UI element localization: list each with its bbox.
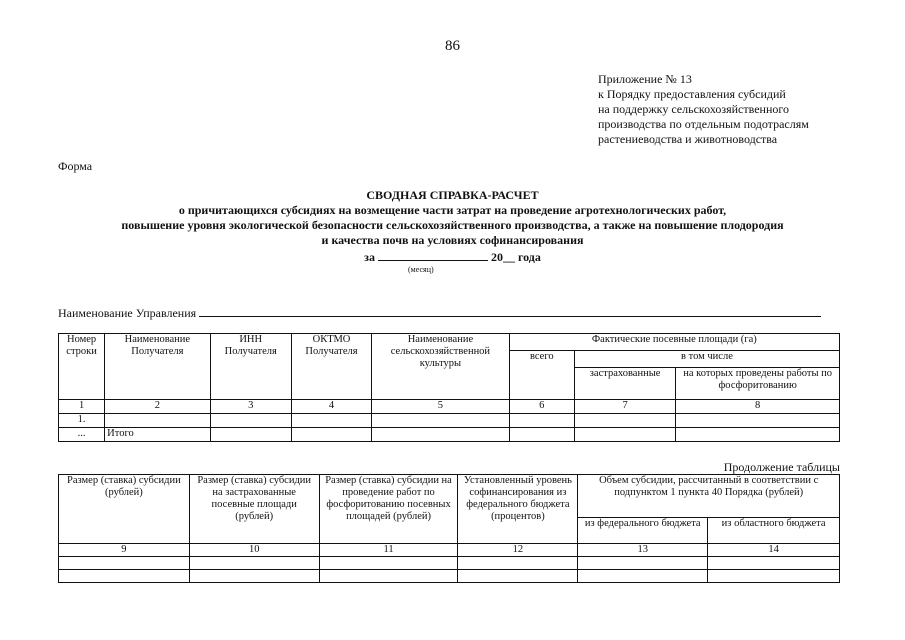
col-number: 1 [59,400,105,414]
header-cofinancing-level: Установленный уровень софинансирования из федерального бюджета (процентов) [458,475,578,544]
col-number: 5 [372,400,510,414]
table-row [59,414,840,428]
period-prefix: за [364,250,375,264]
title-line: повышение уровня экологической безопасности сельскохозяйственного производства, а также на повышение плодородия [121,218,784,232]
header-total: всего [509,351,574,400]
header-insured-rate: Размер (ставка) субсидии на застрахованные посевные площади (рублей) [189,475,319,544]
row-cell[interactable] [189,570,319,583]
main-table [58,333,840,442]
row-number: ... [59,428,105,442]
header-phosphorite: на которых проведены работы по фосфоритованию [676,368,840,400]
header-recipient-name: Наименование Получателя [105,334,210,400]
month-hint: (месяц) [408,265,434,274]
header-actual-area: Фактические посевные площади (га) [509,334,839,351]
row-cell[interactable] [458,557,578,570]
appendix-line: на поддержку сельскохозяйственного [598,102,790,116]
continuation-label: Продолжение таблицы [723,460,840,474]
period-row [0,248,905,265]
appendix-line: растениеводства и животноводства [598,132,778,146]
row-cell[interactable] [708,557,840,570]
row-cell[interactable] [189,557,319,570]
row-cell[interactable] [59,570,190,583]
appendix-line: Приложение № 13 [598,72,692,86]
row-cell[interactable] [574,414,675,428]
table-row [59,557,840,570]
col-number: 6 [509,400,574,414]
table-row [59,570,840,583]
row-cell[interactable] [574,428,675,442]
row-cell[interactable] [291,428,371,442]
row-cell[interactable] [319,570,458,583]
col-number: 11 [319,544,458,557]
col-number: 4 [291,400,371,414]
form-label: Форма [58,159,93,173]
header-inn: ИНН Получателя [210,334,291,400]
header-crop: Наименование сельскохозяйственной культуры [372,334,510,400]
department-blank[interactable] [199,304,821,317]
appendix-note [598,72,809,147]
department-label: Наименование Управления [58,306,197,320]
col-number: 13 [578,544,708,557]
col-number: 14 [708,544,840,557]
period-year: 20__ года [490,250,541,264]
title-line: о причитающихся субсидиях на возмещение части затрат на проведение агротехнологических работ, [178,203,727,217]
header-phosphorite-rate: Размер (ставка) субсидии на проведение работ по фосфоритованию посевных площадей (рублей) [319,475,458,544]
continuation-table [58,474,840,583]
appendix-line: производства по отдельным подотраслям [598,117,809,131]
col-number: 7 [574,400,675,414]
header-subsidy-rate: Размер (ставка) субсидии (рублей) [59,475,190,544]
department-row [58,304,821,321]
col-number: 3 [210,400,291,414]
row-cell[interactable] [458,570,578,583]
header-regional: из областного бюджета [708,518,840,544]
header-federal: из федерального бюджета [578,518,708,544]
row-number: 1. [59,414,105,428]
row-cell[interactable] [676,414,840,428]
page-number: 86 [445,38,460,54]
col-number: 12 [458,544,578,557]
total-label: Итого [105,428,210,442]
document-title [0,188,905,248]
row-cell[interactable] [105,414,210,428]
row-cell[interactable] [509,428,574,442]
row-cell[interactable] [676,428,840,442]
header-row-number: Номер строки [59,334,105,400]
row-cell[interactable] [59,557,190,570]
table-row [59,428,840,442]
row-cell[interactable] [578,557,708,570]
header-insured: застрахованные [574,368,675,400]
month-blank[interactable] [378,248,488,261]
row-cell[interactable] [372,414,510,428]
title-line: и качества почв на условиях софинансирования [321,233,584,247]
title-heading: СВОДНАЯ СПРАВКА-РАСЧЕТ [366,188,539,202]
header-subsidy-volume: Объем субсидии, рассчитанный в соответствии с подпунктом 1 пункта 40 Порядка (рублей) [578,475,840,518]
appendix-line: к Порядку предоставления субсидий [598,87,786,101]
row-cell[interactable] [578,570,708,583]
col-number: 2 [105,400,210,414]
row-cell[interactable] [708,570,840,583]
col-number: 8 [676,400,840,414]
header-including: в том числе [574,351,839,368]
row-cell[interactable] [291,414,371,428]
row-cell[interactable] [319,557,458,570]
header-oktmo: ОКТМО Получателя [291,334,371,400]
col-number: 9 [59,544,190,557]
row-cell[interactable] [210,428,291,442]
row-cell[interactable] [509,414,574,428]
row-cell[interactable] [210,414,291,428]
col-number: 10 [189,544,319,557]
row-cell[interactable] [372,428,510,442]
